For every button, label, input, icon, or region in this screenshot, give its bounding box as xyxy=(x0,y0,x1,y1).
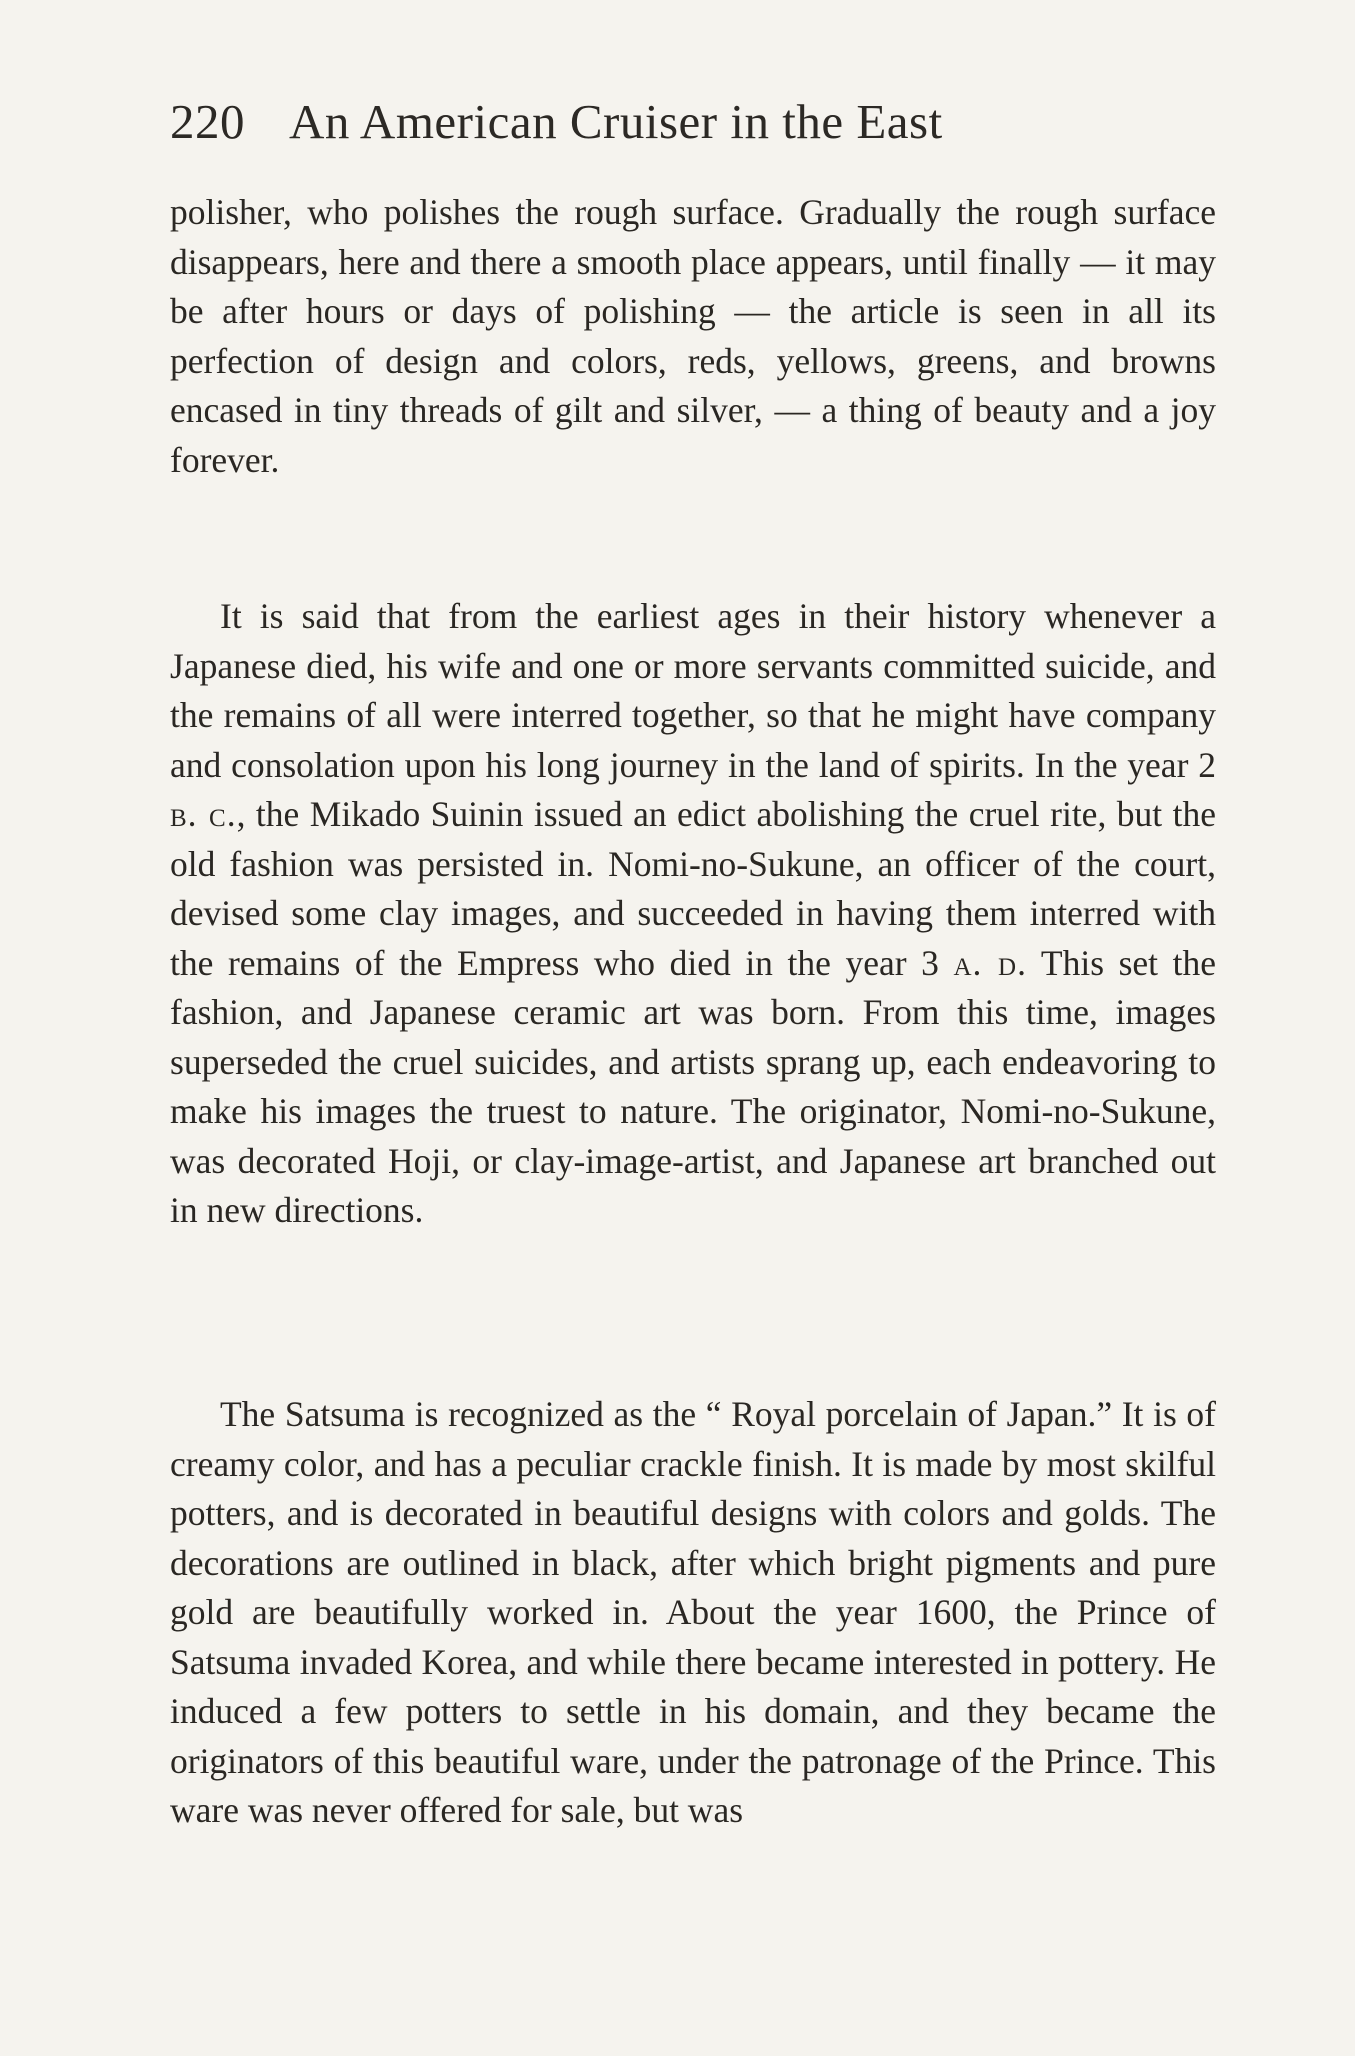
paragraph-polishing: polisher, who polishes the rough surface. Gradually the rough surface disappears, here and there a smooth place appears, until finally — it may be after hours or days of polishing — the article is seen in all its perfection of design and colors, reds, yellows, greens, and browns encased in tiny threads of gilt and silver, — a thing of beauty and a joy forever. xyxy=(170,192,1216,480)
era-ad: a. d. xyxy=(953,942,1027,983)
paragraph-clay-images xyxy=(170,592,1216,1236)
running-title: An American Cruiser in the East xyxy=(289,94,943,149)
era-bc: b. c. xyxy=(170,794,237,834)
paragraph-satsuma: The Satsuma is recognized as the “ Royal porcelain of Japan.” It is of creamy color, and has a peculiar crackle finish. It is made by most skilful potters, and is decorated in beautiful designs with colors and golds. The decorations are outlined in black, after which bright pigments and pure gold are beautifully worked in. About the year 1600, the Prince of Satsuma invaded Korea, and while there became interested in pottery. He induced a few potters to settle in his domain, and they became the originators of this beautiful ware, under the patronage of the Prince. This ware was never offered for sale, but was xyxy=(170,1394,1216,1830)
paragraph-clay-images-text-3: This set the fashion, and Japanese ceramic art was born. From this time, images superseded the cruel suicides, and artists sprang up, each endeavoring to make his images the truest to nature. The originator, Nomi-no-Sukune, was decorated Hoji, or clay-image-artist, and Japanese art branched out in new directions. xyxy=(170,942,1216,1230)
paragraph-clay-images-text-2: , the Mikado Suinin issued an edict abolishing the cruel rite, but the old fashion was persisted in. Nomi-no-Sukune, an officer of the court, devised some clay images, and succeeded in having them interred with the remains of the Empress who died in the year 3 xyxy=(170,794,1216,983)
running-head xyxy=(170,92,1170,152)
paragraph-clay-images-text-1: It is said that from the earliest ages in their history whenever a Japanese died, his wife and one or more servants committed suicide, and the remains of all were interred together, so that he might have company and consolation upon his long journey in the land of spirits. In the year 2 xyxy=(170,596,1216,785)
page-number: 220 xyxy=(170,94,245,149)
